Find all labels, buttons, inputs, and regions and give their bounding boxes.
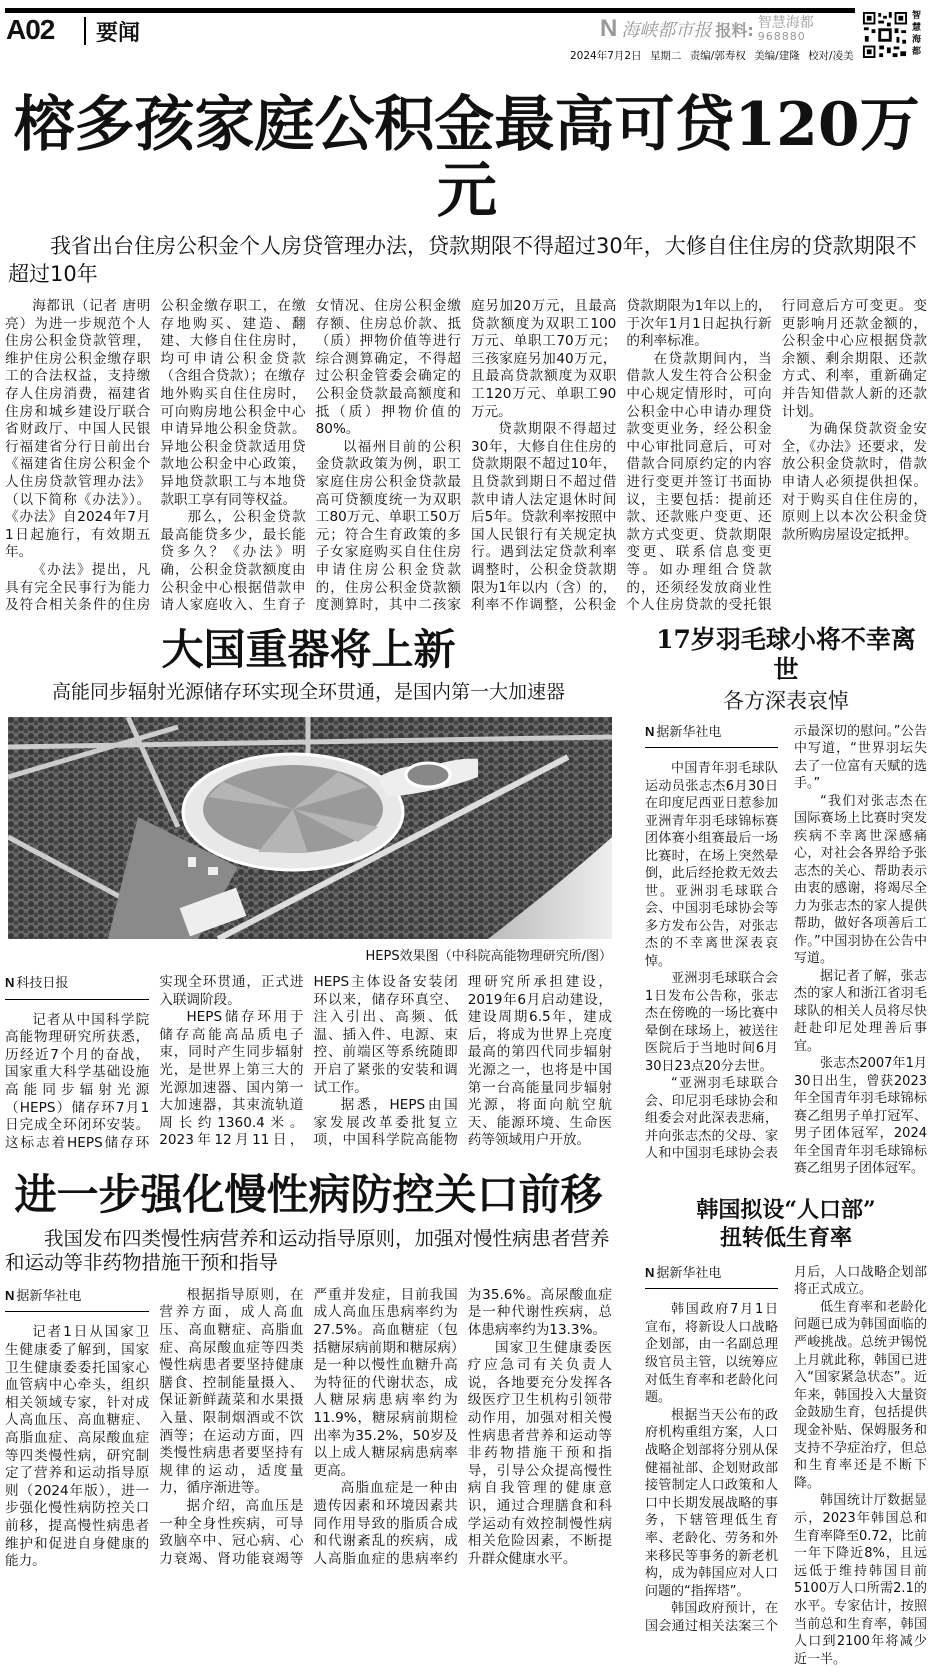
article-paragraph: 高脂血症是一种由遗传因素和环境因素共同作用导致的脂质合成和代谢紊乱的疾病，成人高脂血症的患病率约为35.6%。高尿酸血症是一种代谢性疾病，总体患病率约为13.3%。 [313, 1286, 612, 1567]
article-paragraph: 张志杰2007年1月30日出生，曾获2023年全国青年羽毛球锦标赛乙组男子单打冠军、男子团体冠军，2024年全国青年羽毛球锦标赛乙组男子团体冠军。 [794, 1056, 927, 1177]
article-paragraph: 据记者了解，张志杰的家人和浙江省羽毛球队的相关人员将尽快赶赴印尼处理善后事宜。 [794, 968, 927, 1054]
brand-name: 智慧海都 [757, 14, 814, 31]
article-paragraph: 据介绍，高血压是一种全身性疾病，可导致脑卒中、冠心病、心力衰竭、肾功能衰竭等严重并发症，目前我国成人高血压患病率约为27.5%。高血糖症（包括糖尿病前期和糖尿病）是一种以慢性血糖升高为特征的代谢状态，成人糖尿病患病率约为11.9%，糖尿病前期检出率为35.2%，50岁及以上成人糖尿病患病率更高。 [159, 1286, 458, 1567]
page-number: A02 [6, 14, 55, 45]
qr-side-char: 智 [912, 11, 922, 21]
source-logo-icon: N [645, 723, 655, 739]
masthead [0, 0, 934, 66]
art-editor: 美编/建隆 [754, 50, 800, 62]
heps-rendering-photo [8, 717, 612, 939]
article-paragraph: 为确保贷款资金安全，《办法》还要求，发放公积金贷款时，借款申请人必须提供担保。对于购买自住住房的，原则上以本次公积金贷款所购房屋设定抵押。 [781, 421, 927, 543]
article-paragraph: 以福州目前的公积金贷款政策为例，职工家庭住房公积金贷款最高可贷额度统一为双职工80万元、单职工50万元；符合生育政策的多子女家庭购买自住住房申请住房公积金贷款的，住房公积金贷款额度测算时，其中二孩家庭另加20万元，且最高贷款额度为双职工100万元、单职工70万元；三孩家庭另加40万元，且最高贷款额度为双职工120万元、单职工90万元。 [315, 298, 617, 614]
heps-headline: 大国重器将上新 [161, 624, 456, 674]
qr-side-char: 海 [912, 35, 922, 45]
qr-side-text [912, 10, 926, 58]
source-name: 据新华社电 [656, 724, 722, 740]
source-name: 据新华社电 [16, 1288, 82, 1304]
hotline-number: 968880 [757, 29, 806, 43]
photo-caption: HEPS效果图（中科院高能物理研究所/图） [365, 949, 612, 965]
article-source [645, 723, 778, 749]
chronic-article-body [5, 1287, 612, 1571]
article-source [5, 1287, 149, 1313]
article-paragraph: 那么，公积金贷款最高能贷多少，最长能贷多久？《办法》明确，公积金贷款额度由公积金中心根据借款申请人家庭收入、生育子女情况、住房公积金缴存额、住房总价款、抵（质）押物价值等进行综合测算确定，不得超过公积金管委会确定的公积金贷款最高额度和抵（质）押物价值的80%。 [160, 298, 461, 614]
logo-name: 海峡都市报 [621, 20, 712, 41]
article-paragraph: 亚洲羽毛球联合会1日发布公告称，张志杰在傍晚的一场比赛中晕倒在球场上，被送往医院后于当地时间6月30日23点20分去世。 [645, 971, 778, 1074]
hotline-label: 报料: [715, 20, 754, 40]
article-paragraph: 记者1日从国家卫生健康委了解到，国家卫生健康委委托国家心血管病中心牵头，组织相关领域专家，针对成人高血压、高血糖症、高脂血症、高尿酸血症等四类慢性病，研究制定了营养和运动指导原则（2024年版），进一步强化慢性病防控关口前移，提高慢性病患者维护和促进自身健康的能力。 [5, 1324, 150, 1570]
article-paragraph: 低生育率和老龄化问题已成为韩国面临的严峻挑战。总统尹锡悦上月就此称，韩国已进入“国家紧急状态”。近年来，韩国投入大量资金鼓励生育，包括提供现金补贴、保姆服务和支持不孕症治疗，但总和生育率还是不断下降。 [794, 1299, 927, 1491]
article-paragraph: “我们对张志杰在国际赛场上比赛时突发疾病不幸离世深感痛心，对社会各界给予张志杰的关心、帮助表示由衷的感谢，将竭尽全力为张志杰的家人提供帮助，做好各项善后工作。”中国羽协在公告中写道。 [794, 793, 927, 967]
source-logo-icon: N [645, 1264, 655, 1280]
source-logo-icon: N [5, 1287, 15, 1303]
qr-side-char: 慧 [912, 23, 922, 33]
editor: 责编/郭寿权 [689, 50, 746, 62]
article-paragraph: 海都讯（记者 唐明亮）为进一步规范个人住房公积金贷款管理，维护住房公积金缴存职工的合法权益，支持缴存人住房消费，福建省住房和城乡建设厅联合省财政厅、中国人民银行福建省分行日前出台《福建省住房公积金个人住房贷款管理办法》（以下简称《办法》）。《办法》自2024年7月1日起施行，有效期五年。 [5, 298, 151, 561]
chronic-deck: 我国发布四类慢性病营养和运动指导原则，加强对慢性病患者营养和运动等非药物措施干预和指导 [5, 1226, 610, 1274]
weekday: 星期二 [649, 50, 682, 62]
lower-section [0, 625, 934, 1669]
article-paragraph: 根据当天公布的政府机构重组方案，人口战略企划部将分别从保健福祉部、企划财政部接管制定人口政策和人口中长期发展战略的事务，下辖管理低生育率、老龄化、劳务和外来移民等事务的新老机构，成为韩国应对人口问题的“指挥塔”。 [645, 1407, 778, 1599]
left-column [5, 625, 612, 1571]
logo-mark: N [600, 15, 618, 42]
korea-headline-line1: 韩国拟设“人口部” [696, 1196, 876, 1223]
article-source [645, 1264, 778, 1290]
lead-headline: 榕多孩家庭公积金最高可贷120万元 [14, 90, 920, 226]
korea-article-body [645, 1264, 927, 1669]
article-paragraph: “亚洲羽毛球联合会、印尼羽毛球协会和组委会对此深表悲痛，并向张志杰的父母、家人和中国羽毛球协会表示最深切的慰问。”公告中写道，“世界羽坛失去了一位富有天赋的选手。” [645, 723, 927, 1162]
source-logo-icon: N [5, 975, 15, 991]
section-name: 要闻 [96, 21, 141, 46]
chronic-headline: 进一步强化慢性病防控关口前移 [14, 1170, 603, 1220]
article-paragraph: 韩国政府7月1日宣布，将新设人口战略企划部，由一名副总理级官员主管，以统筹应对低生育率和老龄化问题。 [645, 1302, 778, 1406]
badminton-article-body [645, 723, 927, 1178]
korea-headline-line2: 扭转低生育率 [719, 1224, 852, 1251]
dateline [570, 48, 855, 63]
heps-article-body [5, 974, 612, 1152]
proofreader: 校对/凌美 [808, 50, 854, 62]
lead-deck: 我省出台住房公积金个人房贷管理办法，贷款期限不得超过30年，大修自住住房的贷款期限不超过10年 [8, 234, 917, 286]
top-rule [5, 8, 855, 13]
newspaper-logo [600, 15, 852, 43]
article-paragraph: 贷款期限不得超过30年，大修自住住房的贷款期限不超过10年，且贷款到期日不超过借款申请人法定退休时间后5年。贷款利率按照中国人民银行有关规定执行。遇到法定贷款利率调整时，公积金贷款期限为1年以内（含）的，利率不作调整，公积金贷款期限为1年以上的，于次年1月1日起执行新的利率标准。 [470, 298, 772, 614]
source-name: 据新华社电 [656, 1265, 722, 1281]
qr-side-char: 都 [912, 47, 922, 57]
heps-subtitle: 高能同步辐射光源储存环实现全环贯通，是国内第一大加速器 [51, 681, 565, 704]
badminton-subtitle: 各方深表哀悼 [723, 688, 849, 713]
article-paragraph: 《办法》提出，凡具有完全民事行为能力及符合相关条件的住房公积金缴存职工，在缴存地购买、建造、翻建、大修自住住房时，均可申请公积金贷款（含组合贷款）；在缴存地外购买自住住房时，可向购房地公积金中心申请异地公积金贷款。异地公积金贷款适用贷款地公积金中心政策，异地贷款职工与本地贷款职工享有同等权益。 [5, 298, 306, 614]
badminton-headline: 17岁羽毛球小将不幸离世 [656, 624, 916, 684]
article-source [5, 974, 149, 1000]
article-paragraph: 记者从中国科学院高能物理研究所获悉，历经近7个月的奋战，国家重大科学基础设施高能同步辐射光源（HEPS）储存环7月1日完成全环闭环安装。这标志着HEPS储存环实现全环贯通，正式进入联调阶段。 [5, 974, 304, 1151]
article-paragraph: 韩国政府预计，在国会通过相关法案三个月后，人口战略企划部将正式成立。 [645, 1264, 927, 1634]
korea-headline [645, 1196, 927, 1252]
article-paragraph: 中国青年羽毛球队运动员张志杰6月30日在印度尼西亚日惹参加亚洲青年羽毛球锦标赛团体赛小组赛最后一场比赛时，在场上突然晕倒，此后经抢救无效去世。亚洲羽毛球联合会、中国羽毛球协会等多方发布公告，对张志杰的不幸离世深表哀悼。 [645, 761, 778, 969]
date: 2024年7月2日 [570, 50, 642, 62]
right-column [645, 625, 927, 1669]
article-paragraph: 根据指导原则，在营养方面，成人高血压、高血糖症、高脂血症、高尿酸血症等四类慢性病患者要坚持健康膳食、控制能量摄入、保证新鲜蔬菜和水果摄入量、限制烟酒或不饮酒等；在运动方面，四类慢性病患者要坚持有规律的运动，适度量力，循序渐进等。 [159, 1286, 304, 1497]
article-paragraph: 国家卫生健康委医疗应急司有关负责人说，各地要充分发挥各级医疗卫生机构引领带动作用，加强对相关慢性病患者营养和运动等非药物措施干预和指导，引导公众提高慢性病自我管理的健康意识，通过合理膳食和科学运动有效控制慢性病相关危险因素，不断提升群众健康水平。 [467, 1339, 612, 1567]
header-divider [84, 17, 86, 45]
article-paragraph: 在贷款期间内，当借款人发生符合公积金中心规定情形时，可向公积金中心申请办理贷款变更业务，经公积金中心审批同意后，可对借款合同原约定的内容进行变更并签订书面协议，主要包括：提前还款、还款账户变更、还款方式变更、贷款期限变更、联系信息变更等。如办理组合贷款的，还须经发放商业性个人住房贷款的受托银行同意后方可变更。变更影响月还款金额的，公积金中心应根据贷款余额、剩余期限、还款方式、利率，重新确定并告知借款人新的还款计划。 [626, 298, 927, 614]
source-name: 科技日报 [16, 976, 69, 992]
brand-block [758, 16, 814, 42]
qr-code-icon[interactable] [862, 10, 908, 60]
article-paragraph: HEPS储存环用于储存高能高品质电子束，同时产生同步辐射光，是世界上第三大的光源加速器、国内第一大加速器，其束流轨道周长约1360.4米。2023年12月11日，HEPS主体设备安装闭环以来，储存环真空、注入引出、高频、低温、插入件、电源、束控、前端区等系统随即开启了紧张的安装和调试工作。 [159, 974, 458, 1149]
article-paragraph: 韩国统计厅数据显示，2023年韩国总和生育率降至0.72，比前一年下降近8%，且远远低于维持韩国目前5100万人口所需2.1的水平。专家估计，按照当前总和生育率，韩国人口到2100年将减少近一半。 [794, 1493, 927, 1667]
article-paragraph: 据悉，HEPS由国家发展改革委批复立项，中国科学院高能物理研究所承担建设，2019年6月启动建设，建设周期6.5年，建成后，将成为世界上亮度最高的第四代同步辐射光源之一，也将是中国第一台高能量同步辐射光源，将面向航空航天、能源环境、生命医药等领域用户开放。 [313, 974, 612, 1149]
lead-article-body [5, 298, 927, 615]
